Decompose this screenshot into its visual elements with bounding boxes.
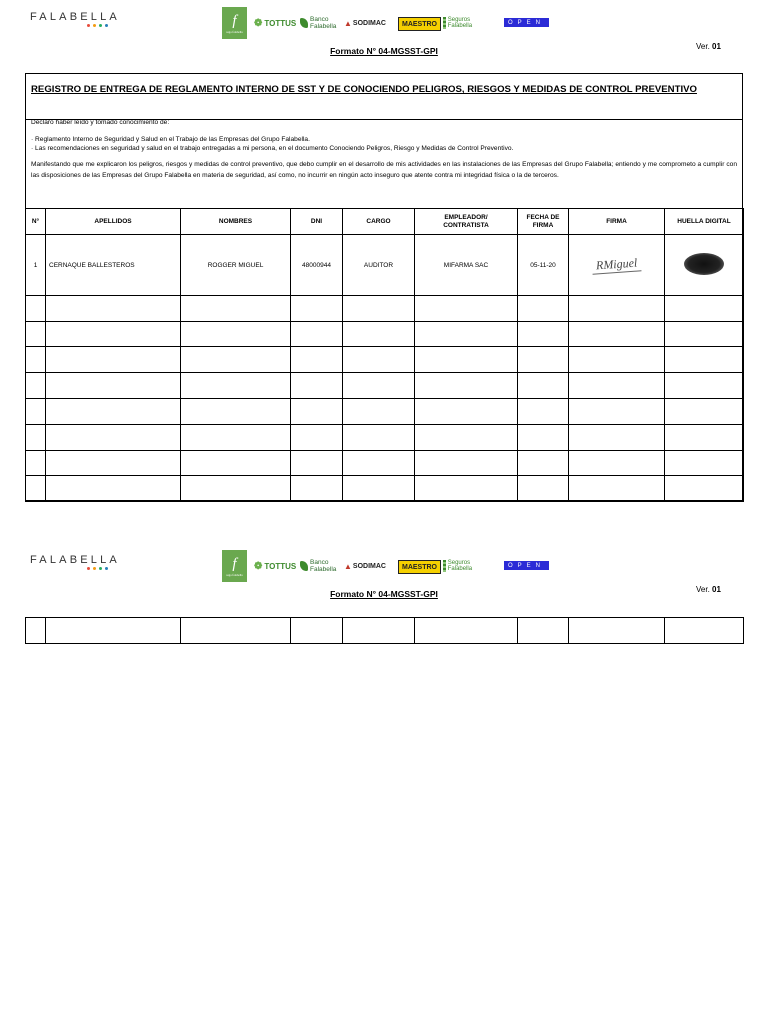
declaration-item: · Reglamento Interno de Seguridad y Salud en el Trabajo de las Empresas del Grupo Falabella. xyxy=(31,136,310,143)
cell-cargo: AUDITOR xyxy=(343,235,415,296)
cell-dni: 48000944 xyxy=(291,235,343,296)
open-logo: OPEN xyxy=(504,18,549,27)
declaration-item: · Las recomendaciones en seguridad y salud en el trabajo entregadas a mi persona, en el documento Conociendo Peligros, Riesgo y Medidas de Control Preventivo. xyxy=(31,145,514,152)
tottus-logo: ❁ TOTTUS xyxy=(254,17,297,29)
col-header-dni: DNI xyxy=(291,209,343,235)
sodimac-logo: ▲ SODIMAC xyxy=(344,561,386,571)
form-code: Formato N° 04-MGSST-GPI xyxy=(330,46,438,56)
table-row-empty xyxy=(26,618,744,644)
table-row-empty xyxy=(26,476,744,502)
form-title: REGISTRO DE ENTREGA DE REGLAMENTO INTERNO DE SST Y DE CONOCIENDO PELIGROS, RIESGOS Y MEDIDAS DE CONTROL PREVENTIVO xyxy=(31,84,697,95)
version-label: Ver. 01 xyxy=(696,42,721,51)
col-header-fecha: FECHA DE FIRMA xyxy=(518,209,569,235)
registry-table-continued xyxy=(25,617,744,644)
open-logo: OPEN xyxy=(504,561,549,570)
col-header-n: N° xyxy=(26,209,46,235)
page-header-2 xyxy=(0,543,768,613)
col-header-firma: FIRMA xyxy=(569,209,665,235)
cell-nombres: ROGGER MIGUEL xyxy=(181,235,291,296)
col-header-empleador: EMPLEADOR/ CONTRATISTA xyxy=(415,209,518,235)
col-header-huella: HUELLA DIGITAL xyxy=(665,209,744,235)
tottus-logo: ❁ TOTTUS xyxy=(254,560,297,572)
handwritten-signature: RMiguel xyxy=(591,255,641,274)
saga-falabella-logo: f saga falabella xyxy=(222,7,247,39)
falabella-logo-dots xyxy=(87,567,111,570)
banco-falabella-logo: Banco Falabella xyxy=(300,6,336,40)
table-row-empty xyxy=(26,296,744,322)
table-row-empty xyxy=(26,322,744,347)
cell-huella xyxy=(665,235,744,296)
commitment-text: Manifestando que me explicaron los peligros, riesgos y medidas de control preventivo, que debo cumplir en el desarrollo de mis actividades en las instalaciones de las Empresas del Grupo Falabella; entiendo y me comprometo a cumplir con las disposiciones de las Empresas del Grupo Falabella en materia de seguridad, así como, no incurrir en ningún acto inseguro que atente contra mi integridad física o la de terceros. xyxy=(31,161,737,179)
falabella-logo: FALABELLA xyxy=(30,11,120,23)
table-header-row xyxy=(26,209,744,235)
form-code: Formato N° 04-MGSST-GPI xyxy=(330,589,438,599)
declaration-text: Declaro haber leído y tomado conocimiento de: xyxy=(31,119,170,126)
table-row-empty xyxy=(26,399,744,425)
falabella-logo-dots xyxy=(87,24,111,27)
registry-table xyxy=(25,208,744,502)
table-row-empty xyxy=(26,373,744,399)
seguros-falabella-logo: Seguros Falabella xyxy=(443,549,474,583)
fingerprint-image xyxy=(684,253,724,275)
sodimac-logo: ▲ SODIMAC xyxy=(344,18,386,28)
cell-firma xyxy=(569,235,665,296)
table-row xyxy=(26,235,744,296)
version-label: Ver. 01 xyxy=(696,585,721,594)
banco-falabella-logo: Banco Falabella xyxy=(300,549,336,583)
col-header-apellidos: APELLIDOS xyxy=(46,209,181,235)
declaration-block xyxy=(31,118,737,181)
cell-apellidos: CERNAQUE BALLESTEROS xyxy=(46,235,181,296)
cell-empleador: MIFARMA SAC xyxy=(415,235,518,296)
col-header-nombres: NOMBRES xyxy=(181,209,291,235)
maestro-logo: MAESTRO xyxy=(398,560,441,574)
table-row-empty xyxy=(26,347,744,373)
cell-n: 1 xyxy=(26,235,46,296)
col-header-cargo: CARGO xyxy=(343,209,415,235)
falabella-logo: FALABELLA xyxy=(30,554,120,566)
cell-fecha: 05-11-20 xyxy=(518,235,569,296)
saga-falabella-logo: f saga falabella xyxy=(222,550,247,582)
page-header xyxy=(0,0,768,70)
maestro-logo: MAESTRO xyxy=(398,17,441,31)
seguros-falabella-logo: Seguros Falabella xyxy=(443,6,474,40)
table-row-empty xyxy=(26,451,744,476)
table-row-empty xyxy=(26,425,744,451)
